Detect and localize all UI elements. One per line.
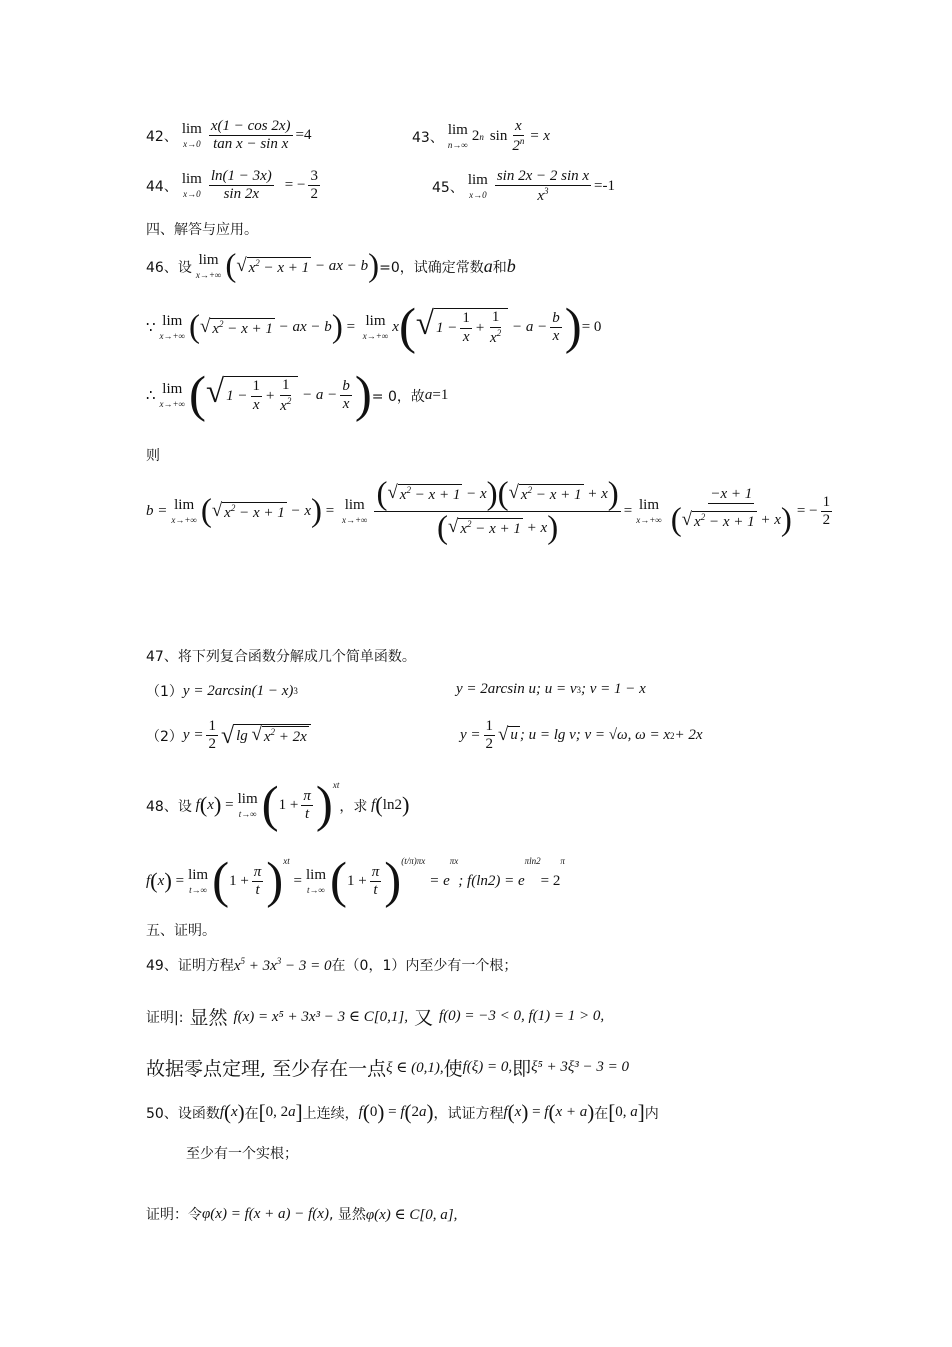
sin: sin [489, 128, 508, 145]
problem-47-item-2: （2） y = $\frac{1}{2}$ √ lg √ $x^2 + 2x$ [146, 718, 311, 754]
section-5-heading: 五、证明。 [146, 923, 216, 939]
result-3: = 2 [540, 873, 561, 889]
problem-50-tail: 至少有一个实根； [186, 1146, 298, 1162]
problem-50-proof [146, 1204, 457, 1224]
therefore-symbol: ∴ [146, 388, 156, 404]
problem-50: 50、设函数 f ( x ) 在 [ 0, 2a ] 上连续， f ( 0 ) = f ( 2a ) ，试证方程 f ( x ) = f ( x + a ) 在 [ 0, a ] 内 [146, 1100, 659, 1124]
problem-47-item-2-result: y = $\frac{1}{2}$ √ u ; u = lg v; v = √ω, ω = x 2 + 2x [460, 718, 703, 753]
fraction [209, 168, 274, 204]
denominator: sin 2x [223, 186, 260, 203]
numerator: 3 [308, 168, 320, 186]
lim-operator: lim x→+∞ [159, 381, 186, 409]
proof-label: 证明|: [146, 1009, 184, 1026]
problem-48-solution: f ( x ) = lim t→∞ ( 1 + $\frac{\pi}{t}$ ) $^{xt}$ = lim t→∞ ( 1 + $\frac{\pi}{t}$ ) $^{(t/\pi)\pi x}$ = e πx ; f(ln2) = e πln2 = 2 π [146, 853, 565, 909]
xi-equation: ξ⁵ + 3ξ³ − 3 = 0 [531, 1059, 630, 1075]
lim-operator: lim x→0 [467, 172, 488, 201]
so-that-text: 使 [443, 1058, 463, 1080]
problem-46-step-2: ∴ lim x→+∞ ( √ 1 − $\frac{1}{x}$ + $\frac{1}{x^2}$ − a − $\frac{b}{x}$ ) = 0，故 a =1 [146, 367, 449, 423]
proof-label: 证明：令 [146, 1207, 202, 1223]
fraction [209, 118, 293, 154]
problem-43-label: 43、 [412, 129, 444, 146]
lim-operator: lim t→∞ [237, 791, 258, 819]
sqrt: √ 1 − $\frac{1}{x}$ + $\frac{1}{x^2}$ [206, 376, 298, 415]
right-paren: ) [368, 248, 380, 284]
denominator: 2 [310, 186, 318, 203]
result: =-1 [594, 178, 616, 195]
numerator: x [513, 118, 524, 136]
result: = − [284, 177, 306, 194]
phi-definition: φ(x) = f(x + a) − f(x) [202, 1205, 329, 1222]
item-label: （2） [146, 728, 183, 745]
result: = x [529, 128, 550, 145]
lim-operator: lim n→∞ [447, 122, 468, 151]
lim-operator: lim x→+∞ [195, 252, 222, 280]
left-paren: ( [225, 248, 237, 284]
problem-50-label: 50、设函数 [146, 1105, 220, 1122]
result: = − [796, 503, 818, 519]
problem-49-tail: 在（0，1）内至少有一个根； [331, 958, 518, 974]
value: =1 [432, 387, 449, 403]
fraction [510, 118, 526, 156]
problem-44-label: 44、 [146, 178, 178, 195]
and-text: 和 [492, 259, 507, 276]
also-text: 又 [413, 1007, 433, 1029]
lim-operator: lim x→+∞ [636, 497, 662, 525]
numerator: x(1 − cos 2x) [209, 118, 293, 136]
base: 2 [471, 128, 480, 145]
problem-48: 48、设 f ( x ) = lim t→∞ ( 1 + $\frac{\pi}{t}$ ) $^{xt}$ ，求 f ( ln2 ) [146, 777, 410, 833]
namely-text: 即 [512, 1058, 532, 1080]
item-label: （1） [146, 684, 183, 700]
denominator: 2$^n$ [512, 136, 525, 155]
problem-49-label: 49、证明方程 [146, 958, 234, 974]
obviously-text: 显然 [189, 1007, 228, 1029]
b-equals: b = [146, 503, 168, 519]
decomposition-tail: ; v = 1 − x [581, 681, 646, 697]
f-xi: f(ξ) = 0, [462, 1059, 513, 1075]
lim-operator: lim x→0 [181, 171, 202, 200]
problem-49-proof-1 [146, 1003, 604, 1030]
decomposition-tail: + 2x [674, 727, 703, 744]
sqrt: √ $x^2 - x + 1$ [236, 254, 310, 276]
expression: y = 2arcsin(1 − x) [182, 682, 294, 699]
obviously-text: , 显然 [328, 1207, 366, 1223]
problem-45-label: 45、 [432, 179, 464, 196]
sqrt: √ lg √ $x^2 + 2x$ [221, 724, 311, 748]
problem-47-item-1: （1） y = 2arcsin(1 − x) 3 [146, 682, 298, 700]
zero-theorem-text: 故据零点定理, 至少存在一点 [146, 1058, 387, 1080]
denominator: $x^3$ [537, 186, 549, 205]
numerator: sin 2x − 2 sin x [495, 168, 591, 186]
problem-42 [146, 118, 312, 154]
denominator: tan x − sin x [213, 136, 289, 153]
expression: f(x) = x⁵ + 3x³ − 3 ∈ C[0,1], [233, 1009, 408, 1025]
result-fraction: $\frac{1}{2}$ [822, 493, 831, 528]
problem-49-proof-2 [146, 1054, 629, 1081]
problem-46-step-1: ∵ lim x→+∞ ( √ $x^2 - x + 1$ − ax − b ) = lim x→+∞ x ( √ 1 − $\frac{1}{x}$ + $\frac{1}{x^2}$ − a − $\frac{b}{x}$ ) = 0 [146, 299, 602, 355]
decomposition: y = 2arcsin u; u = v [456, 681, 577, 697]
find-text: ，求 [339, 798, 368, 815]
phi-continuity: φ(x) ∈ C[0, a], [365, 1206, 458, 1223]
result: = 0，故 [371, 388, 425, 405]
lim-operator: lim x→+∞ [362, 313, 389, 341]
lim-operator: lim x→+∞ [171, 497, 197, 525]
problem-46-label: 46、设 [146, 259, 192, 276]
sqrt: √ $x^2 - x + 1$ [200, 315, 273, 337]
problem-43: 43、 lim n→∞ 2 n sin $\frac{x}{2^n}$ = x [412, 118, 550, 155]
problem-46-tail: =0，试确定常数 [379, 259, 484, 276]
lim-operator: lim x→+∞ [341, 497, 368, 525]
numerator: −x + 1 [708, 486, 754, 504]
problem-48-label: 48、设 [146, 798, 192, 815]
lim-operator: lim x→+∞ [159, 313, 186, 341]
fraction [495, 168, 591, 206]
fraction: −x + 1 ( √ $x^2 - x + 1$ + x ) [670, 485, 792, 539]
expression-2: f(0) = −3 < 0, f(1) = 1 > 0, [438, 1008, 605, 1024]
problem-47-title: 47、将下列复合函数分解成几个简单函数。 [146, 649, 416, 665]
problem-45 [432, 168, 615, 206]
result-1: = e [429, 873, 450, 889]
var-a: a [424, 387, 433, 403]
var-b: b [506, 256, 516, 276]
xi-interval: ξ ∈ (0,1), [386, 1060, 444, 1076]
problem-49: 49、证明方程 $x^5 + 3x^3 - 3 = 0$ 在（0，1）内至少有一个根； [146, 955, 518, 974]
numerator: ln(1 − 3x) [209, 168, 274, 186]
then-text: 则 [146, 448, 160, 464]
section-4-heading: 四、解答与应用。 [146, 222, 258, 238]
problem-46-step-3: b = lim x→+∞ ( √ $x^2 - x + 1$ − x ) = lim x→+∞ ( √ $x^2 - x + 1$ − x ) ( √ $x^2 - x + 1$ + x ) ( √ $x^2 - x + 1$ + x ) = lim x→+∞ −x + 1 ( √ $x^2 - x + 1$ + x ) = − $\frac{1}{2}$ [146, 476, 831, 546]
result: = 0 [581, 319, 602, 335]
problem-44 [146, 168, 323, 204]
result-fraction [308, 168, 320, 204]
sqrt: √ 1 − $\frac{1}{x}$ + $\frac{1}{x^2}$ [416, 308, 508, 347]
fraction: ( √ $x^2 - x + 1$ − x ) ( √ $x^2 - x + 1$ + x ) ( √ $x^2 - x + 1$ + x ) [376, 476, 619, 546]
lim-operator: lim x→0 [181, 121, 202, 150]
result: =4 [295, 127, 312, 144]
result-2: ; f(ln2) = e [458, 873, 525, 889]
problem-46: 46、设 lim x→+∞ ( √ $x^2 - x + 1$ − ax − b ) =0，试确定常数 a 和 b [146, 248, 516, 284]
because-symbol: ∵ [146, 320, 156, 336]
problem-47-item-1-result: y = 2arcsin u; u = v 3 ; v = 1 − x [456, 681, 646, 697]
decomposition: ; u = lg v; v = √ω, ω = x [519, 727, 670, 744]
problem-42-label: 42、 [146, 128, 178, 145]
var-a: a [483, 256, 493, 276]
